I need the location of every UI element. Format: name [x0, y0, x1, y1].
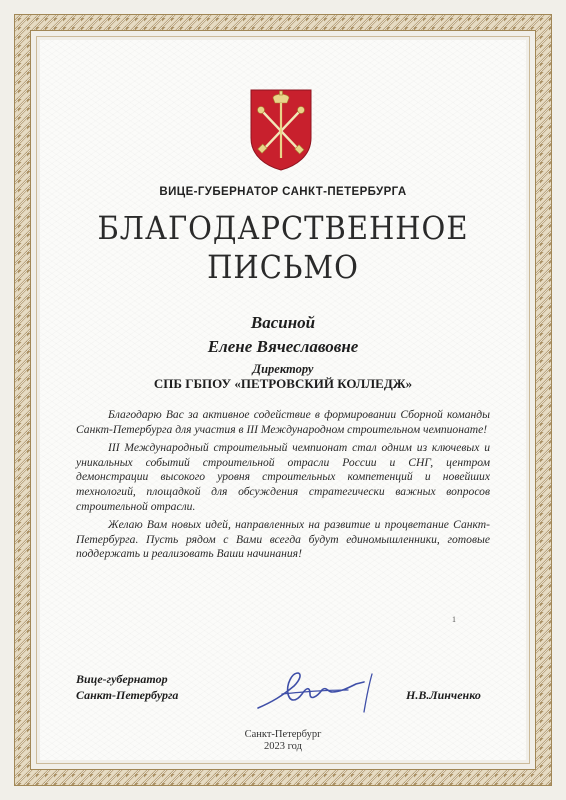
spb-coat-of-arms-icon [249, 88, 313, 172]
signatory-title-line2: Санкт-Петербурга [76, 687, 179, 702]
signatory-title-line1: Вице-губернатор [76, 672, 168, 686]
city: Санкт-Петербург [244, 729, 322, 740]
body-paragraph-2: III Международный строительный чемпионат стал одним из ключевых и уникальных событий строительной отрасли России и СНГ, центром демонстрации высокого уровня строительных компетенций и новейших технологий, площадкой для обсуждения стратегически важных вопросов строительной отрасли. [76, 441, 490, 513]
document-title-line2: ПИСЬМО [207, 248, 359, 286]
signature-icon [252, 668, 382, 718]
small-mark: 1 [452, 615, 456, 624]
recipient-name: Елене Вячеславовне [207, 337, 359, 356]
recipient-position: Директору [252, 362, 314, 376]
place-and-date [0, 729, 566, 753]
document-title-line1: БЛАГОДАРСТВЕННОЕ [97, 209, 469, 247]
body-paragraph-3: Желаю Вам новых идей, направленных на развитие и процветание Санкт-Петербурга. Пусть рядом с Вами всегда будут единомышленники, готовые поддержать и реализовать Ваши начинания! [76, 518, 490, 561]
body-paragraph-1: Благодарю Вас за активное содействие в формировании Сборной команды Санкт-Петербурга для участия в III Международном строительном чемпионате! [76, 408, 490, 436]
year: 2023 год [264, 741, 302, 752]
issuer-subtitle: ВИЦЕ-ГУБЕРНАТОР САНКТ-ПЕТЕРБУРГА [159, 186, 407, 198]
recipient-surname: Васиной [250, 313, 316, 332]
signatory-name: Н.В.Линченко [406, 688, 481, 702]
signatory-title [76, 672, 178, 703]
recipient-organization: СПБ ГБПОУ «ПЕТРОВСКИЙ КОЛЛЕДЖ» [153, 376, 413, 391]
letter-body [76, 408, 490, 566]
